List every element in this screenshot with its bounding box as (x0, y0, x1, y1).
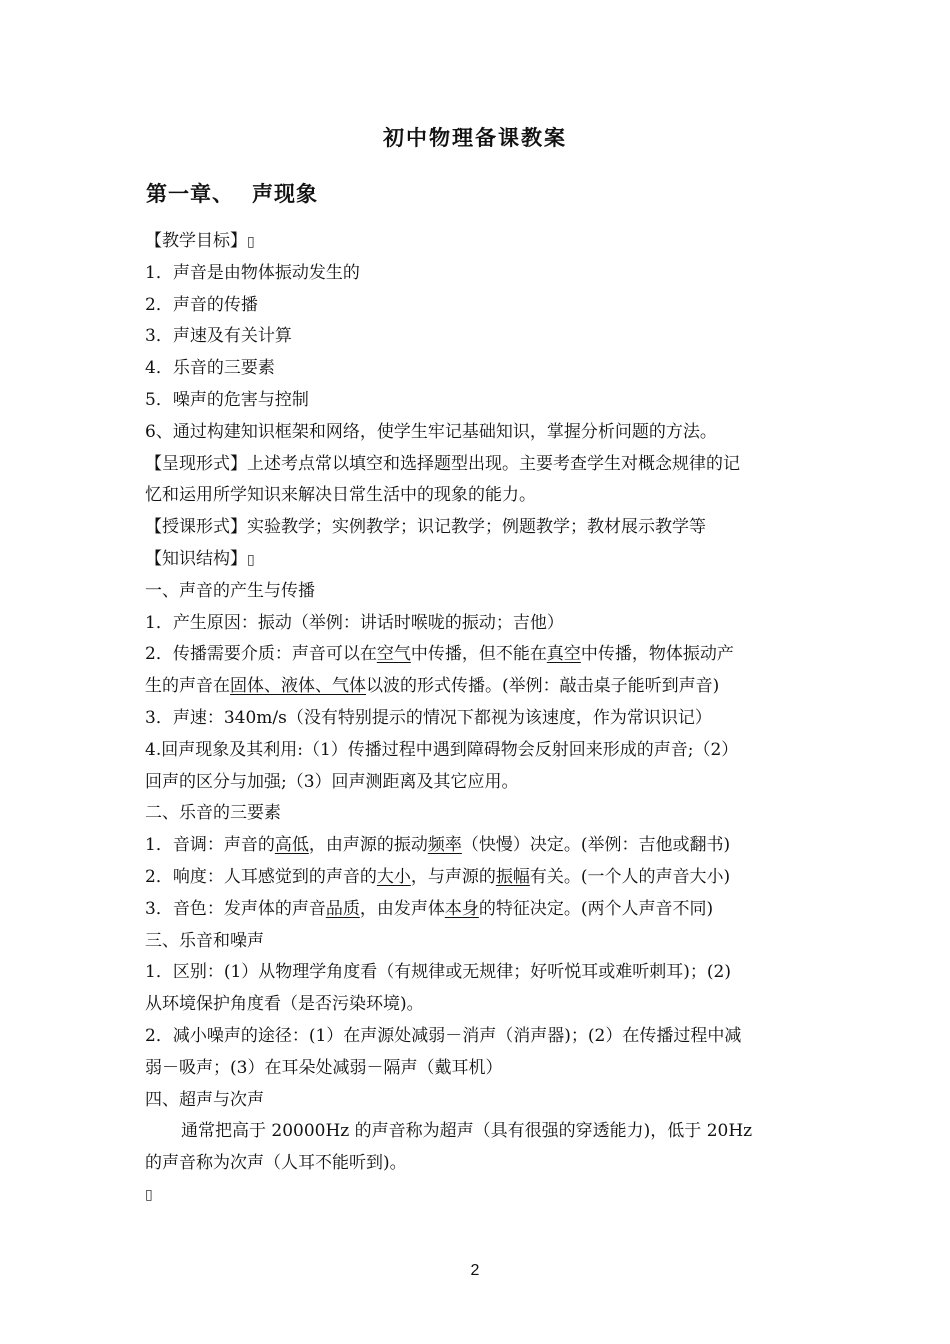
section-paragraph: 从环境保护角度看（是否污染环境)。 (145, 994, 424, 1015)
section-paragraph: 生的声音在固体、液体、气体以波的形式传播。(举例：敲击桌子能听到声音) (145, 676, 720, 697)
teaching-form-line: 【授课形式】实验教学；实例教学；识记教学；例题教学；教材展示教学等 (145, 517, 706, 538)
structure-heading: 【知识结构】▯ (145, 548, 255, 569)
section-heading: 三、乐音和噪声 (145, 930, 264, 951)
presentation-paragraph-line: 【呈现形式】上述考点常以填空和选择题型出现。主要考查学生对概念规律的记 (145, 453, 740, 474)
underlined-term: 品质 (325, 898, 360, 919)
section-paragraph: 的声音称为次声（人耳不能听到)。 (145, 1153, 407, 1174)
underlined-term: 本身 (444, 898, 479, 919)
chapter-name: 声现象 (252, 181, 318, 206)
section-paragraph: 1．区别：(1）从物理学角度看（有规律或无规律；好听悦耳或难听刺耳)；(2) (145, 962, 731, 983)
page-number: 2 (470, 1262, 480, 1279)
underlined-term: 频率 (427, 835, 462, 856)
goal-item: 6、通过构建知识框架和网络，使学生牢记基础知识，掌握分析问题的方法。 (145, 421, 717, 442)
goals-heading: 【教学目标】▯ (145, 231, 255, 251)
section-paragraph: 通常把高于 20000Hz 的声音称为超声（具有很强的穿透能力)，低于 20Hz (181, 1121, 753, 1142)
underlined-term: 高低 (274, 835, 309, 856)
presentation-paragraph-line: 忆和运用所学知识来解决日常生活中的现象的能力。 (145, 485, 536, 506)
section-heading: 四、超声与次声 (145, 1089, 264, 1110)
placeholder-glyph: ▯ (145, 1186, 153, 1203)
underlined-term: 固体、液体、气体 (230, 676, 366, 697)
underlined-term: 振幅 (495, 866, 530, 887)
section-paragraph: 4.回声现象及其利用:（1）传播过程中遇到障碍物会反射回来形成的声音;（2） (145, 739, 739, 760)
goal-item: 2．声音的传播 (145, 294, 258, 315)
section-paragraph: 2．响度：人耳感觉到的声音的大小，与声源的振幅有关。(一个人的声音大小) (145, 866, 731, 887)
document-body (145, 226, 815, 1212)
underlined-term: 大小 (376, 866, 411, 887)
section-heading: 一、声音的产生与传播 (145, 580, 315, 601)
goal-item: 5．噪声的危害与控制 (145, 389, 309, 410)
section-paragraph: 2．传播需要介质：声音可以在空气中传播，但不能在真空中传播，物体振动产 (145, 644, 734, 665)
goal-item: 4．乐音的三要素 (145, 358, 275, 379)
document-title: 初中物理备课教案 (383, 125, 567, 150)
placeholder-glyph: ▯ (247, 234, 255, 250)
goal-item: 3．声速及有关计算 (145, 326, 292, 347)
section-paragraph: 弱－吸声；(3）在耳朵处减弱－隔声（戴耳机） (145, 1057, 503, 1078)
section-heading: 二、乐音的三要素 (145, 803, 281, 824)
section-paragraph: 1．音调：声音的高低，由声源的振动频率（快慢）决定。(举例：吉他或翻书) (145, 835, 731, 856)
section-paragraph: 2．减小噪声的途径：(1）在声源处减弱－消声（消声器)；(2）在传播过程中减 (145, 1025, 742, 1046)
section-paragraph: 回声的区分与加强;（3）回声测距离及其它应用。 (145, 771, 519, 792)
underlined-term: 空气 (376, 644, 411, 665)
section-paragraph: 3．音色：发声体的声音品质，由发声体本身的特征决定。(两个人声音不同) (145, 898, 714, 919)
placeholder-glyph: ▯ (247, 551, 255, 568)
section-paragraph: 1．产生原因：振动（举例：讲话时喉咙的振动；吉他） (145, 612, 564, 633)
section-paragraph: 3．声速：340m/s（没有特别提示的情况下都视为该速度，作为常识识记） (145, 707, 712, 728)
chapter-number: 第一章、 (146, 181, 234, 206)
goal-item: 1．声音是由物体振动发生的 (145, 262, 360, 283)
underlined-term: 真空 (546, 644, 581, 665)
chapter-heading (146, 178, 318, 208)
